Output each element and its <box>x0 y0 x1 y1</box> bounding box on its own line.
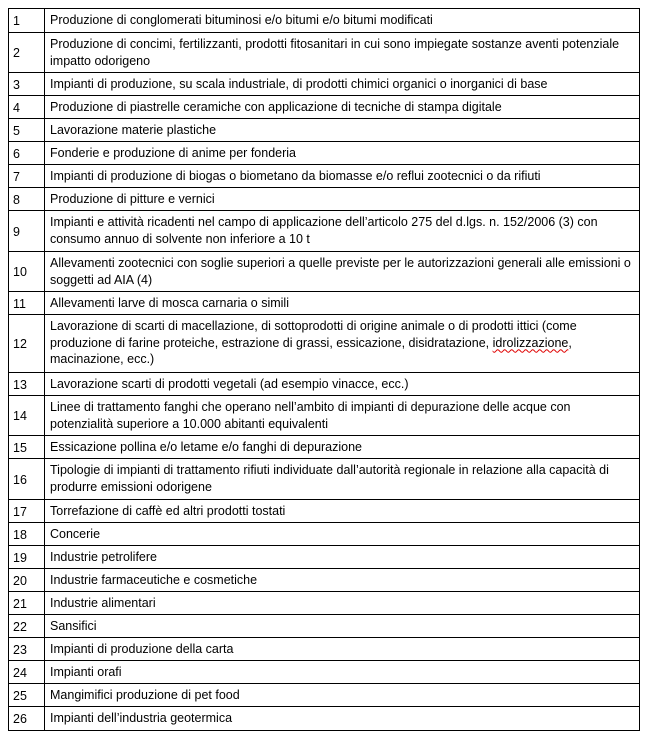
row-description: Industrie alimentari <box>50 596 156 610</box>
row-description: Produzione di conglomerati bituminosi e/o bitumi e/o bitumi modificati <box>50 13 433 27</box>
row-number: 14 <box>9 396 45 435</box>
row-description: Essicazione pollina e/o letame e/o fanghi di depurazione <box>50 440 363 454</box>
row-number: 25 <box>9 684 45 706</box>
row-description: Industrie petrolifere <box>50 550 158 564</box>
row-number: 13 <box>9 373 45 395</box>
table-row <box>9 73 639 96</box>
row-number: 19 <box>9 546 45 568</box>
row-number: 22 <box>9 615 45 637</box>
row-description: Impianti dell’industria geotermica <box>50 711 233 725</box>
row-description: Concerie <box>50 527 101 541</box>
row-number: 10 <box>9 252 45 291</box>
table-row <box>9 569 639 592</box>
row-description: Mangimifici produzione di pet food <box>50 688 240 702</box>
row-description: Tipologie di impianti di trattamento rifiuti individuate dall’autorità regionale in relazione alla capacità di produrre emissioni odorigene <box>50 463 609 494</box>
table-row <box>9 546 639 569</box>
row-description-part: Lavorazione di scarti di macellazione, di sottoprodotti di origine animale o di prodotti ittici (come produzione di farine proteiche, estrazione di grassi, essicazione, disidratazione, <box>50 319 577 350</box>
table-row <box>9 165 639 188</box>
table-row <box>9 396 639 436</box>
table-row <box>9 315 639 373</box>
row-number: 2 <box>9 33 45 72</box>
table-row <box>9 33 639 73</box>
row-description: Produzione di piastrelle ceramiche con applicazione di tecniche di stampa digitale <box>50 100 502 114</box>
row-number: 20 <box>9 569 45 591</box>
row-number: 17 <box>9 500 45 522</box>
table-row <box>9 9 639 33</box>
row-number: 21 <box>9 592 45 614</box>
row-number: 7 <box>9 165 45 187</box>
table-row <box>9 592 639 615</box>
row-number: 24 <box>9 661 45 683</box>
table-row <box>9 96 639 119</box>
table-row <box>9 684 639 707</box>
row-description: Produzione di pitture e vernici <box>50 192 215 206</box>
row-number: 1 <box>9 9 45 32</box>
row-description: Impianti di produzione, su scala industriale, di prodotti chimici organici o inorganici di base <box>50 77 548 91</box>
table-row <box>9 707 639 730</box>
row-description: Sansifici <box>50 619 97 633</box>
row-number: 12 <box>9 315 45 372</box>
row-number: 4 <box>9 96 45 118</box>
table-row <box>9 142 639 165</box>
table-row <box>9 292 639 315</box>
row-number: 18 <box>9 523 45 545</box>
table-row <box>9 211 639 252</box>
row-number: 26 <box>9 707 45 730</box>
row-description: Industrie farmaceutiche e cosmetiche <box>50 573 258 587</box>
row-number: 6 <box>9 142 45 164</box>
spellcheck-flagged-word: idrolizzazione <box>492 335 569 350</box>
table-row <box>9 436 639 459</box>
row-description: Fonderie e produzione di anime per fonderia <box>50 146 296 160</box>
row-description: Torrefazione di caffè ed altri prodotti tostati <box>50 504 286 518</box>
row-number: 11 <box>9 292 45 314</box>
table-row <box>9 638 639 661</box>
table-row <box>9 252 639 292</box>
table-row <box>9 188 639 211</box>
row-description: Impianti orafi <box>50 665 122 679</box>
row-number: 8 <box>9 188 45 210</box>
row-number: 5 <box>9 119 45 141</box>
row-number: 3 <box>9 73 45 95</box>
row-description: Impianti e attività ricadenti nel campo di applicazione dell’articolo 275 del d.lgs. n. 152/2006 (3) con consumo annuo di solvente non inferiore a 10 t <box>50 215 598 246</box>
table-row <box>9 615 639 638</box>
row-number: 9 <box>9 211 45 251</box>
row-number: 23 <box>9 638 45 660</box>
table-row <box>9 523 639 546</box>
row-description <box>45 315 639 372</box>
row-number: 15 <box>9 436 45 458</box>
row-number: 16 <box>9 459 45 499</box>
table-row <box>9 500 639 523</box>
row-description: Impianti di produzione di biogas o biometano da biomasse e/o reflui zootecnici o da rifiuti <box>50 169 541 183</box>
row-description: Allevamenti larve di mosca carnaria o simili <box>50 296 289 310</box>
plant-types-table <box>8 8 640 731</box>
row-description-part: , macinazione, ecc.) <box>50 335 572 366</box>
table-row <box>9 661 639 684</box>
table-row <box>9 459 639 500</box>
row-description: Allevamenti zootecnici con soglie superiori a quelle previste per le autorizzazioni generali alle emissioni o soggetti ad AIA (4) <box>50 256 631 287</box>
table-row <box>9 119 639 142</box>
row-description: Impianti di produzione della carta <box>50 642 234 656</box>
row-description: Produzione di concimi, fertilizzanti, prodotti fitosanitari in cui sono impiegate sostanze aventi potenziale impatto odorigeno <box>50 37 620 68</box>
table-row <box>9 373 639 396</box>
row-description: Lavorazione scarti di prodotti vegetali (ad esempio vinacce, ecc.) <box>50 377 409 391</box>
row-description: Lavorazione materie plastiche <box>50 123 217 137</box>
row-description: Linee di trattamento fanghi che operano nell’ambito di impianti di depurazione delle acque con potenzialità superiore a 10.000 abitanti equivalenti <box>50 400 571 431</box>
